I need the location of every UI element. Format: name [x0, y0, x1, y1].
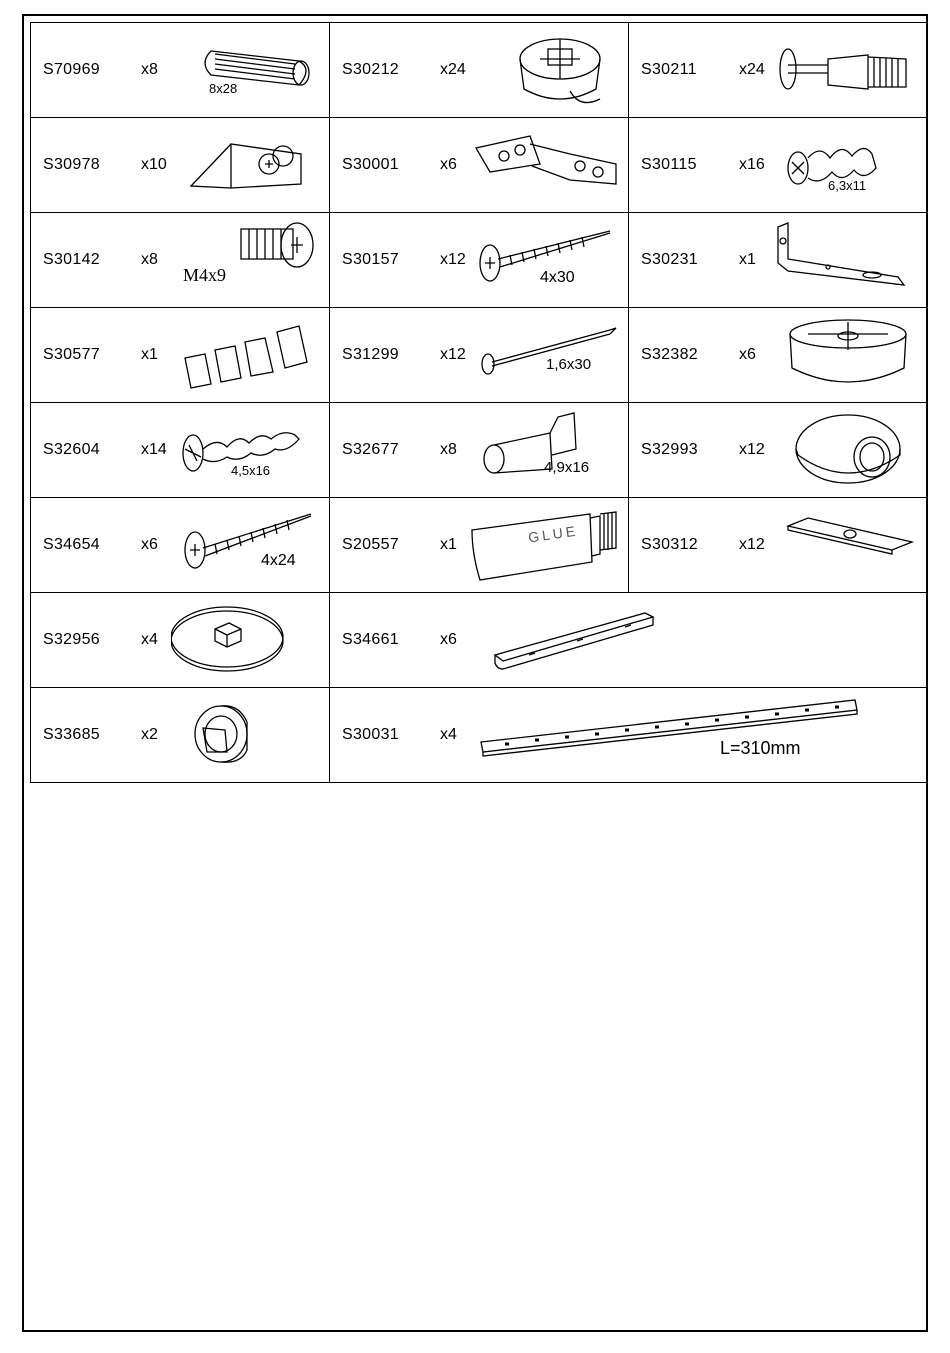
part-code: S30231 — [641, 251, 698, 268]
part-code: S30001 — [342, 156, 399, 173]
table-row — [30, 22, 928, 117]
part-cell — [30, 23, 329, 117]
dimension-label: 4x30 — [540, 269, 575, 286]
part-quantity: x1 — [440, 536, 457, 553]
part-code: S32677 — [342, 441, 399, 458]
dimension-label: 1,6x30 — [546, 356, 592, 373]
part-cell — [30, 308, 329, 402]
part-quantity: x4 — [440, 726, 457, 743]
hinge-icon — [470, 124, 620, 204]
part-code: S34661 — [342, 631, 399, 648]
part-code: S20557 — [342, 536, 399, 553]
part-quantity: x6 — [739, 346, 756, 363]
part-quantity: x6 — [141, 536, 158, 553]
part-cell — [628, 213, 927, 307]
table-row — [30, 212, 928, 307]
part-cell — [30, 118, 329, 212]
plate-icon — [768, 504, 918, 584]
table-row — [30, 497, 928, 592]
part-quantity: x16 — [739, 156, 765, 173]
connector-strip-icon — [475, 599, 875, 679]
part-code: S30211 — [641, 61, 697, 78]
part-code: S34654 — [43, 536, 100, 553]
part-quantity: x24 — [739, 61, 765, 78]
part-quantity: x10 — [141, 156, 167, 173]
wood-screw-icon — [171, 504, 321, 584]
part-cell — [30, 498, 329, 592]
part-quantity: x4 — [141, 631, 158, 648]
part-cell — [628, 308, 927, 402]
part-quantity: x6 — [440, 156, 457, 173]
part-cell — [329, 593, 928, 687]
dimension-label: 4,5x16 — [231, 463, 271, 478]
part-code: S32993 — [641, 441, 698, 458]
part-cell — [329, 498, 628, 592]
part-code: S30142 — [43, 251, 100, 268]
part-code: S32382 — [641, 346, 698, 363]
part-code: S32604 — [43, 441, 100, 458]
part-cell — [628, 498, 927, 592]
dowel-icon — [171, 29, 321, 109]
cam-lock-icon — [470, 29, 620, 109]
part-code: S30577 — [43, 346, 100, 363]
part-code: S33685 — [43, 726, 100, 743]
part-cell — [329, 308, 628, 402]
part-code: S70969 — [43, 61, 100, 78]
part-quantity: x14 — [141, 441, 167, 458]
part-cell — [329, 118, 628, 212]
part-quantity: x8 — [141, 61, 158, 78]
hardware-parts-table — [30, 22, 928, 783]
part-cell — [628, 403, 927, 497]
table-row — [30, 307, 928, 402]
bumper-icon — [768, 409, 918, 489]
glide-foot-icon — [768, 314, 918, 394]
part-code: S30212 — [342, 61, 399, 78]
cam-bolt-icon — [768, 29, 918, 109]
angle-bracket-icon — [768, 219, 918, 299]
part-cell — [329, 688, 928, 782]
part-quantity: x12 — [440, 346, 466, 363]
dimension-label: 4x24 — [261, 552, 296, 569]
glue-tube-icon — [470, 504, 620, 584]
part-cell — [329, 213, 628, 307]
table-row — [30, 592, 928, 687]
chipboard-screw-icon — [171, 409, 321, 489]
part-code: S30115 — [641, 156, 697, 173]
plug-icon — [171, 694, 321, 774]
part-quantity: x2 — [141, 726, 158, 743]
part-quantity: x8 — [141, 251, 158, 268]
dimension-label: M4x9 — [183, 265, 227, 285]
dimension-label: 8x28 — [209, 81, 238, 96]
part-quantity: x1 — [739, 251, 756, 268]
nail-icon — [470, 314, 620, 394]
machine-screw-icon — [171, 219, 321, 299]
corner-block-icon — [171, 124, 321, 204]
part-quantity: x1 — [141, 346, 158, 363]
part-quantity: x24 — [440, 61, 466, 78]
part-cell — [628, 118, 927, 212]
part-code: S30157 — [342, 251, 399, 268]
glue-label: GLUE — [527, 522, 579, 546]
wedges-icon — [171, 314, 321, 394]
part-cell — [329, 403, 628, 497]
part-code: S31299 — [342, 346, 399, 363]
part-cell — [30, 593, 329, 687]
part-quantity: x12 — [739, 536, 765, 553]
table-row — [30, 687, 928, 783]
euro-screw-icon — [768, 124, 918, 204]
part-quantity: x6 — [440, 631, 457, 648]
part-code: S32956 — [43, 631, 100, 648]
part-quantity: x8 — [440, 441, 457, 458]
part-code: S30312 — [641, 536, 698, 553]
dimension-label: 4,9x16 — [544, 459, 590, 476]
part-cell — [30, 688, 329, 782]
table-row — [30, 402, 928, 497]
dimension-label: 6,3x11 — [828, 178, 867, 193]
part-code: S30031 — [342, 726, 399, 743]
shelf-pin-icon — [470, 409, 620, 489]
part-code: S30978 — [43, 156, 100, 173]
wood-screw-icon — [470, 219, 620, 299]
part-cell — [30, 213, 329, 307]
part-cell — [628, 23, 927, 117]
table-row — [30, 117, 928, 212]
part-cell — [30, 403, 329, 497]
part-quantity: x12 — [440, 251, 466, 268]
dimension-label: L=310mm — [720, 738, 801, 758]
part-quantity: x12 — [739, 441, 765, 458]
drawer-rail-icon — [475, 694, 875, 774]
part-cell — [329, 23, 628, 117]
cover-cap-icon — [171, 599, 321, 679]
